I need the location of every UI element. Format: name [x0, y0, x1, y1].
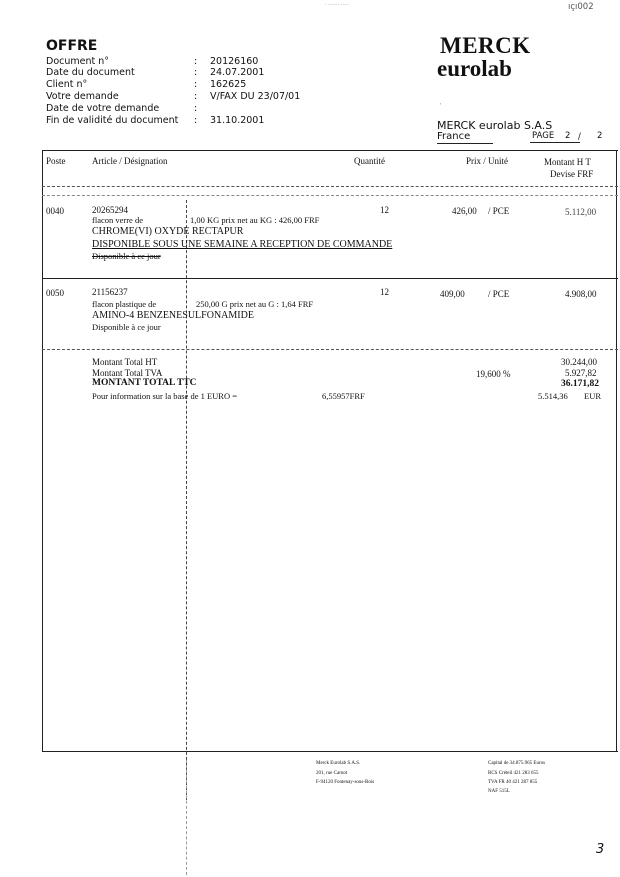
header-separator-2	[42, 195, 618, 196]
fax-fold-line-lower	[186, 760, 187, 875]
table-top-border	[42, 150, 618, 151]
row-note: Disponible à ce jour	[92, 251, 161, 261]
col-prix: Prix / Unité	[466, 156, 508, 166]
footer-tva: TVA FR 40 421 287 855	[488, 780, 538, 785]
fax-fold-line	[186, 200, 187, 800]
total-ttc-label: MONTANT TOTAL TTC	[92, 378, 197, 388]
row-desc-b: 1,00 KG prix net au KG : 426,00 FRF	[190, 215, 320, 225]
row-desc-a: flacon plastique de	[92, 299, 157, 309]
field-sep: :	[194, 56, 198, 67]
total-tva-rate: 19,600 %	[476, 369, 511, 379]
footer-city: F-94120 Fontenay-sous-Bois	[316, 780, 375, 785]
company-name: MERCK eurolab S.A.S	[437, 119, 553, 132]
footer-rcs: RCS Créteil 421 283 655	[488, 771, 539, 776]
field-label-document: Document n°	[46, 56, 110, 67]
header-separator	[42, 186, 618, 187]
euro-value: 5.514,36	[538, 391, 568, 401]
brand-logo-merck: MERCK	[440, 33, 531, 58]
row-unit: / PCE	[488, 289, 510, 299]
euro-unit: EUR	[584, 391, 601, 401]
page-number: 2	[565, 131, 571, 141]
page-total: 2	[597, 131, 603, 141]
field-label-demande: Votre demande	[46, 91, 119, 102]
row-desc-a: flacon verre de	[92, 215, 143, 225]
col-poste: Poste	[46, 156, 66, 166]
col-montant: Montant H T	[544, 157, 591, 167]
field-sep: :	[194, 67, 198, 78]
row-code: 20265294	[92, 205, 128, 215]
company-country: France	[437, 131, 471, 142]
page-label: PAGE	[532, 131, 555, 141]
row-code: 21156237	[92, 287, 128, 297]
speck: '	[440, 103, 442, 109]
row-unit: / PCE	[488, 206, 510, 216]
row-note: Disponible à ce jour	[92, 322, 161, 332]
row-price: 409,00	[440, 289, 465, 299]
fax-header-trace: · ······· ·····	[325, 2, 349, 8]
row-amount: 5.112,00	[565, 207, 597, 217]
row-separator	[42, 278, 618, 279]
field-value-client: 162625	[210, 79, 247, 90]
handwritten-page-mark: 3	[596, 842, 605, 857]
page-separator: /	[578, 132, 581, 142]
field-value-validite: 31.10.2001	[210, 115, 265, 126]
field-label-validite: Fin de validité du document	[46, 115, 179, 126]
field-sep: :	[194, 79, 198, 90]
col-article: Article / Désignation	[92, 156, 168, 166]
footer-capital: Capital de 34.875.965 Euros	[488, 761, 546, 766]
total-ht-value: 30.244,00	[561, 357, 597, 367]
document-title: OFFRE	[46, 38, 98, 54]
row-qty: 12	[380, 205, 389, 215]
total-ttc-value: 36.171,82	[561, 379, 599, 389]
total-tva-value: 5.927,82	[565, 368, 597, 378]
euro-label: Pour information sur la base de 1 EURO =	[92, 391, 238, 401]
row-poste: 0040	[46, 206, 64, 216]
field-label-date: Date du document	[46, 67, 135, 78]
field-value-date: 24.07.2001	[210, 67, 265, 78]
footer-company: Merck Eurolab S.A.S.	[316, 761, 361, 766]
total-tva-label: Montant Total TVA	[92, 368, 163, 378]
field-sep: :	[194, 91, 198, 102]
field-value-document: 20126160	[210, 56, 259, 67]
footer-naf: NAF 515L	[488, 789, 510, 794]
brand-logo-eurolab: eurolab	[437, 56, 512, 81]
row-product-name: CHROME(VI) OXYDE RECTAPUR	[92, 226, 244, 237]
total-ht-label: Montant Total HT	[92, 357, 158, 367]
field-sep: :	[194, 115, 198, 126]
row-qty: 12	[380, 287, 389, 297]
row-amount: 4.908,00	[565, 289, 597, 299]
row-poste: 0050	[46, 288, 64, 298]
footer-street: 201, rue Carnot	[316, 771, 348, 776]
col-quantite: Quantité	[354, 156, 385, 166]
row-desc-b: 250,00 G prix net au G : 1,64 FRF	[196, 299, 314, 309]
fax-page-trace: ıçı002	[568, 2, 594, 12]
totals-separator	[42, 349, 618, 350]
field-label-client: Client n°	[46, 79, 88, 90]
table-right-border	[616, 150, 617, 752]
euro-rate: 6,55957FRF	[322, 391, 365, 401]
country-underline	[437, 143, 493, 144]
field-value-demande: V/FAX DU 23/07/01	[210, 91, 301, 102]
page-underline	[530, 142, 580, 143]
row-price: 426,00	[452, 206, 477, 216]
row-product-name: AMINO-4 BENZENESULFONAMIDE	[92, 310, 254, 321]
table-bottom-border	[42, 751, 618, 752]
row-availability: DISPONIBLE SOUS UNE SEMAINE A RECEPTION DE COMMANDE	[92, 239, 393, 250]
field-sep: :	[194, 103, 198, 114]
table-left-border	[42, 150, 43, 752]
field-label-date-demande: Date de votre demande	[46, 103, 160, 114]
col-devise: Devise FRF	[550, 169, 594, 179]
